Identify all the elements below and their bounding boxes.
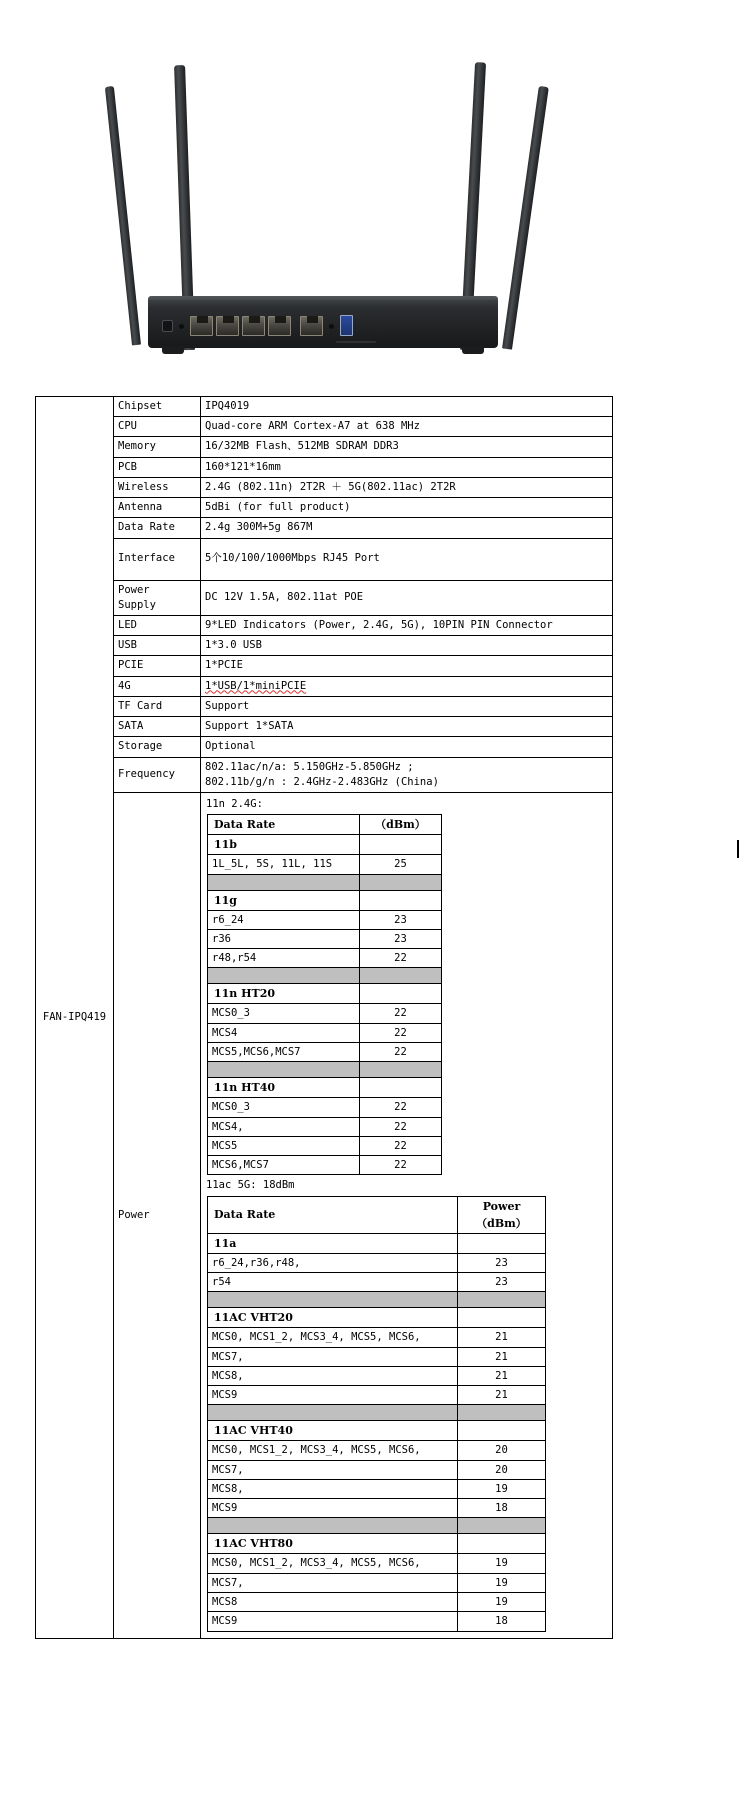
table-row <box>36 538 613 580</box>
table-row <box>36 615 613 635</box>
spec-value-interface: 5个10/100/1000Mbps RJ45 Port <box>201 538 613 580</box>
power-5g-row-name: MCS7, <box>208 1347 458 1366</box>
table-row <box>36 696 613 716</box>
spec-value-wireless: 2.4G (802.11n) 2T2R ＋ 5G(802.11ac) 2T2R <box>201 477 613 497</box>
power-2g-row-name: MCS0_3 <box>208 1098 360 1117</box>
power-2g-row-value: 22 <box>360 1156 442 1175</box>
table-row <box>208 1253 546 1272</box>
separator-cell <box>208 874 360 890</box>
separator-cell <box>360 1062 442 1078</box>
power-2g-group-11n-ht40-value <box>360 1078 442 1098</box>
led-hole-icon <box>329 324 334 329</box>
table-row <box>208 1554 546 1573</box>
separator-row <box>208 1405 546 1421</box>
table-row <box>208 1078 442 1098</box>
separator-row <box>208 1518 546 1534</box>
table-row <box>36 397 613 417</box>
table-row <box>36 417 613 437</box>
power-5g-row-name: MCS7, <box>208 1460 458 1479</box>
antenna-4-icon <box>502 86 549 350</box>
power-5g-row-value: 21 <box>458 1386 546 1405</box>
power-table-2g <box>207 814 442 1175</box>
power-5g-group-vht80: 11AC VHT80 <box>208 1534 458 1554</box>
power-5g-row-value: 23 <box>458 1253 546 1272</box>
router-foot-right <box>462 346 484 354</box>
page-edge-artifact <box>737 840 739 858</box>
power-5g-row-name: MCS8 <box>208 1593 458 1612</box>
table-row <box>208 984 442 1004</box>
table-row <box>208 1612 546 1631</box>
spec-key-memory: Memory <box>114 437 201 457</box>
antenna-1-icon <box>105 86 141 346</box>
spec-key-antenna: Antenna <box>114 498 201 518</box>
table-row <box>208 1023 442 1042</box>
power-5g-row-name: MCS0, MCS1_2, MCS3_4, MCS5, MCS6, <box>208 1328 458 1347</box>
power-5g-row-value: 21 <box>458 1328 546 1347</box>
spec-key-led: LED <box>114 615 201 635</box>
power-2g-row-name: MCS4, <box>208 1117 360 1136</box>
power-2g-row-value: 22 <box>360 1004 442 1023</box>
spec-key-wireless: Wireless <box>114 477 201 497</box>
table-row <box>208 1117 442 1136</box>
power-5g-group-vht40: 11AC VHT40 <box>208 1421 458 1441</box>
power-5g-caption: 11ac 5G: 18dBm <box>206 1179 295 1192</box>
power-5g-group-vht20: 11AC VHT20 <box>208 1308 458 1328</box>
router-chassis <box>148 300 498 348</box>
power-2g-row-value: 23 <box>360 910 442 929</box>
rj45-port-2-icon <box>216 316 239 336</box>
table-row <box>208 949 442 968</box>
separator-row <box>208 968 442 984</box>
separator-cell <box>208 1405 458 1421</box>
power-2g-row-name: MCS5,MCS6,MCS7 <box>208 1042 360 1061</box>
table-row <box>36 656 613 676</box>
frequency-line-1: 802.11ac/n/a: 5.150GHz-5.850GHz ; <box>205 760 414 773</box>
power-2g-group-11n-ht20: 11n HT20 <box>208 984 360 1004</box>
power-2g-row-name: 1L_5L, 5S, 11L, 11S <box>208 855 360 874</box>
power-2g-group-11n-ht40: 11n HT40 <box>208 1078 360 1098</box>
table-row <box>208 1308 546 1328</box>
power-5g-row-value: 18 <box>458 1499 546 1518</box>
power-2g-group-11b: 11b <box>208 835 360 855</box>
power-5g-row-name: r54 <box>208 1272 458 1291</box>
specification-table <box>35 396 613 1639</box>
table-row <box>208 1098 442 1117</box>
power-2g-row-name: r36 <box>208 929 360 948</box>
spec-value-pcie: 1*PCIE <box>201 656 613 676</box>
power-2g-row-name: MCS6,MCS7 <box>208 1156 360 1175</box>
spec-value-led: 9*LED Indicators (Power, 2.4G, 5G), 10PIN PIN Connector <box>201 615 613 635</box>
spec-key-power: Power <box>114 792 201 1638</box>
spec-value-frequency <box>201 757 613 792</box>
power-5g-row-value: 21 <box>458 1366 546 1385</box>
rj45-wan-port-icon <box>300 316 323 336</box>
separator-cell <box>208 1062 360 1078</box>
router-illustration <box>120 50 540 370</box>
table-row <box>208 1042 442 1061</box>
power-5g-row-name: MCS9 <box>208 1386 458 1405</box>
spec-value-4g <box>201 676 613 696</box>
power-5g-row-value: 19 <box>458 1593 546 1612</box>
table-row <box>208 910 442 929</box>
power-5g-group-11a-value <box>458 1233 546 1253</box>
table-row <box>36 518 613 538</box>
spec-key-usb: USB <box>114 636 201 656</box>
spec-key-pcb: PCB <box>114 457 201 477</box>
spec-value-pcb: 160*121*16mm <box>201 457 613 477</box>
table-row <box>208 1534 546 1554</box>
table-row <box>36 737 613 757</box>
spec-value-antenna: 5dBi (for full product) <box>201 498 613 518</box>
table-row <box>36 477 613 497</box>
separator-row <box>208 1292 546 1308</box>
separator-row <box>208 874 442 890</box>
power-5g-row-name: r6_24,r36,r48, <box>208 1253 458 1272</box>
power-5g-row-name: MCS8, <box>208 1366 458 1385</box>
rj45-port-1-icon <box>190 316 213 336</box>
power-5g-row-name: MCS9 <box>208 1612 458 1631</box>
power-2g-row-name: r48,r54 <box>208 949 360 968</box>
table-row <box>36 676 613 696</box>
power-5g-row-value: 19 <box>458 1479 546 1498</box>
table-row <box>36 792 613 1638</box>
table-row <box>208 1272 546 1291</box>
spec-value-memory: 16/32MB Flash、512MB SDRAM DDR3 <box>201 437 613 457</box>
table-row <box>208 815 442 835</box>
power-5g-group-vht40-value <box>458 1421 546 1441</box>
table-row <box>36 437 613 457</box>
table-row <box>36 636 613 656</box>
power-5g-header-name: Data Rate <box>208 1196 458 1233</box>
table-row <box>208 1196 546 1233</box>
separator-cell <box>458 1405 546 1421</box>
spec-key-4g: 4G <box>114 676 201 696</box>
table-row <box>36 457 613 477</box>
table-row <box>208 929 442 948</box>
vent-slot-icon <box>336 341 376 343</box>
table-row <box>208 1366 546 1385</box>
separator-row <box>208 1062 442 1078</box>
spec-key-power-supply: Power Supply <box>114 580 201 615</box>
power-5g-group-vht20-value <box>458 1308 546 1328</box>
product-photo <box>0 0 750 385</box>
power-5g-group-11a: 11a <box>208 1233 458 1253</box>
power-5g-row-value: 21 <box>458 1347 546 1366</box>
table-row <box>208 1593 546 1612</box>
separator-cell <box>360 874 442 890</box>
rj45-port-4-icon <box>268 316 291 336</box>
power-2g-row-value: 23 <box>360 929 442 948</box>
table-row <box>36 498 613 518</box>
power-2g-row-value: 25 <box>360 855 442 874</box>
power-2g-row-name: MCS0_3 <box>208 1004 360 1023</box>
spec-key-cpu: CPU <box>114 417 201 437</box>
table-row <box>208 890 442 910</box>
spec-key-sata: SATA <box>114 717 201 737</box>
spec-value-power <box>201 792 613 1638</box>
spec-value-chipset: IPQ4019 <box>201 397 613 417</box>
spec-key-storage: Storage <box>114 737 201 757</box>
spec-value-usb: 1*3.0 USB <box>201 636 613 656</box>
power-2g-row-name: MCS4 <box>208 1023 360 1042</box>
spec-value-power-supply: DC 12V 1.5A, 802.11at POE <box>201 580 613 615</box>
router-foot-left <box>162 346 184 354</box>
power-2g-row-value: 22 <box>360 1117 442 1136</box>
specification-table-container <box>35 396 613 1639</box>
separator-cell <box>360 968 442 984</box>
spec-value-4g-text: 1*USB/1*miniPCIE <box>205 679 307 692</box>
table-row <box>36 717 613 737</box>
model-name-cell: FAN-IPQ419 <box>36 397 114 1639</box>
separator-cell <box>208 968 360 984</box>
power-2g-row-name: MCS5 <box>208 1136 360 1155</box>
table-row <box>208 1573 546 1592</box>
power-2g-group-11g: 11g <box>208 890 360 910</box>
table-row <box>36 580 613 615</box>
table-row <box>208 835 442 855</box>
spec-value-tf-card: Support <box>201 696 613 716</box>
spec-key-tf-card: TF Card <box>114 696 201 716</box>
spec-value-sata: Support 1*SATA <box>201 717 613 737</box>
power-5g-row-name: MCS0, MCS1_2, MCS3_4, MCS5, MCS6, <box>208 1441 458 1460</box>
power-5g-row-value: 20 <box>458 1460 546 1479</box>
power-2g-group-11n-ht20-value <box>360 984 442 1004</box>
power-5g-row-name: MCS9 <box>208 1499 458 1518</box>
power-2g-row-value: 22 <box>360 1098 442 1117</box>
table-row <box>208 1328 546 1347</box>
power-5g-row-name: MCS0, MCS1_2, MCS3_4, MCS5, MCS6, <box>208 1554 458 1573</box>
spec-value-cpu: Quad-core ARM Cortex-A7 at 638 MHz <box>201 417 613 437</box>
power-5g-group-vht80-value <box>458 1534 546 1554</box>
power-5g-row-value: 18 <box>458 1612 546 1631</box>
spec-key-chipset: Chipset <box>114 397 201 417</box>
power-5g-row-value: 23 <box>458 1272 546 1291</box>
power-2g-row-value: 22 <box>360 1136 442 1155</box>
power-5g-row-name: MCS8, <box>208 1479 458 1498</box>
table-row <box>36 757 613 792</box>
power-2g-group-11g-value <box>360 890 442 910</box>
table-row <box>208 1499 546 1518</box>
spec-key-data-rate: Data Rate <box>114 518 201 538</box>
power-2g-row-name: r6_24 <box>208 910 360 929</box>
separator-cell <box>458 1518 546 1534</box>
dc-power-jack-icon <box>162 320 173 332</box>
power-2g-row-value: 22 <box>360 1023 442 1042</box>
table-row <box>208 1156 442 1175</box>
power-5g-row-value: 19 <box>458 1554 546 1573</box>
spec-key-pcie: PCIE <box>114 656 201 676</box>
separator-cell <box>458 1292 546 1308</box>
table-row <box>208 1460 546 1479</box>
power-table-5g <box>207 1196 546 1632</box>
spec-value-data-rate: 2.4g 300M+5g 867M <box>201 518 613 538</box>
power-5g-row-value: 19 <box>458 1573 546 1592</box>
rj45-port-3-icon <box>242 316 265 336</box>
separator-cell <box>208 1518 458 1534</box>
spec-key-frequency: Frequency <box>114 757 201 792</box>
table-row <box>208 1136 442 1155</box>
power-2g-header-value: （dBm） <box>360 815 442 835</box>
power-5g-header-value: Power（dBm） <box>458 1196 546 1233</box>
table-row <box>208 1479 546 1498</box>
power-2g-row-value: 22 <box>360 1042 442 1061</box>
table-row <box>208 855 442 874</box>
table-row <box>208 1347 546 1366</box>
reset-hole-icon <box>179 324 184 329</box>
separator-cell <box>208 1292 458 1308</box>
usb3-port-icon <box>340 315 353 336</box>
table-row <box>208 1004 442 1023</box>
table-row <box>208 1421 546 1441</box>
power-2g-group-11b-value <box>360 835 442 855</box>
power-2g-header-name: Data Rate <box>208 815 360 835</box>
power-2g-row-value: 22 <box>360 949 442 968</box>
spec-value-storage: Optional <box>201 737 613 757</box>
table-row <box>208 1233 546 1253</box>
table-row <box>208 1441 546 1460</box>
power-5g-row-value: 20 <box>458 1441 546 1460</box>
frequency-line-2: 802.11b/g/n : 2.4GHz-2.483GHz (China) <box>205 775 439 788</box>
power-2g-caption: 11n 2.4G: <box>206 797 263 810</box>
power-5g-row-name: MCS7, <box>208 1573 458 1592</box>
spec-key-interface: Interface <box>114 538 201 580</box>
table-row <box>208 1386 546 1405</box>
